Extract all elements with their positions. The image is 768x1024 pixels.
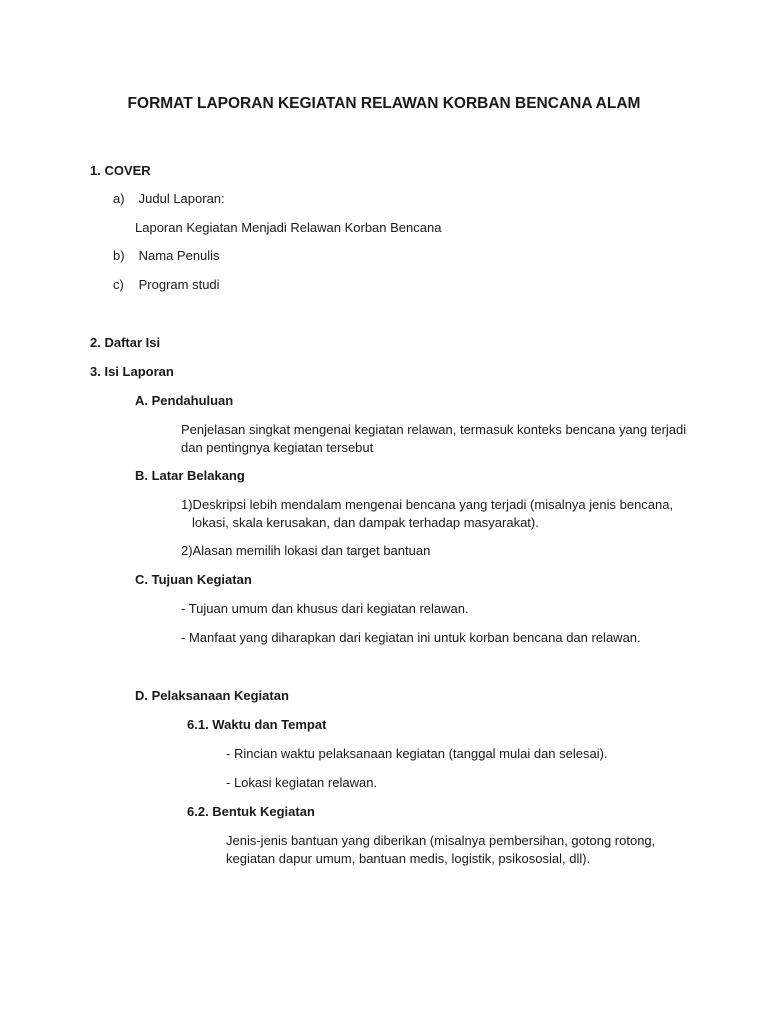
subsection-pendahuluan-heading: A. Pendahuluan [135, 393, 234, 408]
waktu-tempat-heading: 6.1. Waktu dan Tempat [187, 717, 327, 732]
pendahuluan-text-line-2: dan pentingnya kegiatan tersebut [181, 440, 374, 455]
cover-item-a-marker: a) [113, 191, 125, 206]
cover-item-b-marker: b) [113, 248, 125, 263]
waktu-tempat-item-1: - Rincian waktu pelaksanaan kegiatan (tanggal mulai dan selesai). [226, 746, 608, 761]
cover-item-b [113, 247, 220, 265]
pendahuluan-text-line-1: Penjelasan singkat mengenai kegiatan relawan, termasuk konteks bencana yang terjadi [181, 422, 687, 437]
section-isi-laporan-heading: 3. Isi Laporan [90, 364, 174, 379]
subsection-pelaksanaan-heading: D. Pelaksanaan Kegiatan [135, 688, 289, 703]
cover-item-a-label: Judul Laporan: [138, 191, 225, 206]
cover-item-a [113, 190, 225, 208]
section-cover-heading: 1. COVER [90, 163, 151, 178]
bentuk-kegiatan-text-line-2: kegiatan dapur umum, bantuan medis, logistik, psikososial, dll). [226, 851, 591, 866]
bentuk-kegiatan-text-line-1: Jenis-jenis bantuan yang diberikan (misalnya pembersihan, gotong rotong, [226, 833, 656, 848]
cover-item-c-marker: c) [113, 277, 124, 292]
latar-belakang-item-1-line-1: 1)Deskripsi lebih mendalam mengenai bencana yang terjadi (misalnya jenis bencana, [181, 497, 674, 512]
tujuan-item-1: - Tujuan umum dan khusus dari kegiatan relawan. [181, 601, 469, 616]
document-title: FORMAT LAPORAN KEGIATAN RELAWAN KORBAN BENCANA ALAM [127, 95, 641, 112]
latar-belakang-item-2: 2)Alasan memilih lokasi dan target bantuan [181, 543, 431, 558]
cover-item-c-label: Program studi [138, 277, 220, 292]
subsection-latar-belakang-heading: B. Latar Belakang [135, 468, 245, 483]
cover-item-c [113, 276, 220, 294]
bentuk-kegiatan-heading: 6.2. Bentuk Kegiatan [187, 804, 315, 819]
waktu-tempat-item-2: - Lokasi kegiatan relawan. [226, 775, 378, 790]
section-daftar-isi-heading: 2. Daftar Isi [90, 335, 161, 350]
tujuan-item-2: - Manfaat yang diharapkan dari kegiatan ini untuk korban bencana dan relawan. [181, 630, 641, 645]
cover-item-b-label: Nama Penulis [138, 248, 220, 263]
latar-belakang-item-1-line-2: lokasi, skala kerusakan, dan dampak terhadap masyarakat). [192, 515, 539, 530]
cover-report-title: Laporan Kegiatan Menjadi Relawan Korban Bencana [135, 220, 442, 235]
subsection-tujuan-heading: C. Tujuan Kegiatan [135, 572, 252, 587]
